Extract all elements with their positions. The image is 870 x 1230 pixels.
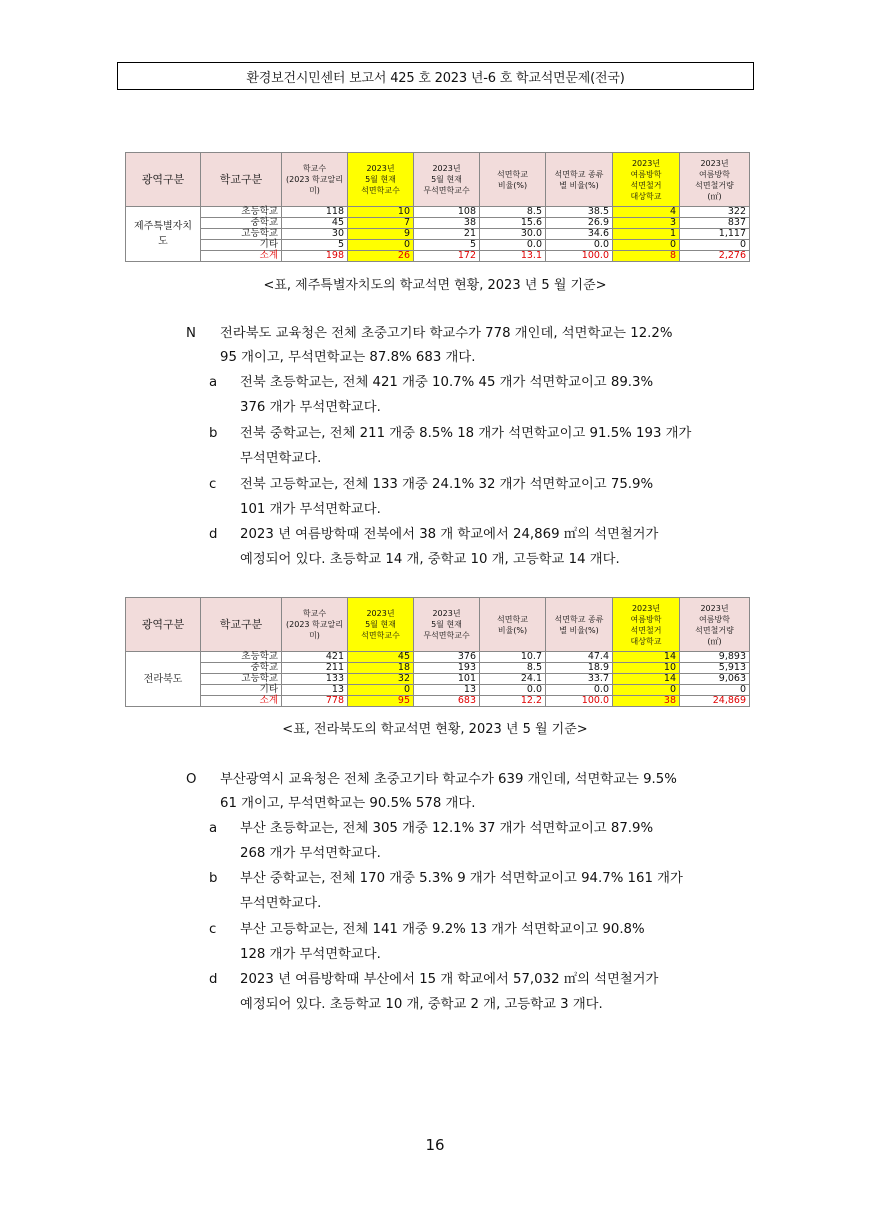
value-cell: 24,869 xyxy=(680,696,750,707)
report-header: 환경보건시민센터 보고서 425 호 2023 년-6 호 학교석면문제(전국) xyxy=(117,62,754,90)
school-type-cell: 중학교 xyxy=(201,218,282,229)
value-cell: 8 xyxy=(613,251,680,262)
value-cell: 34.6 xyxy=(546,229,613,240)
value-cell: 13 xyxy=(282,685,348,696)
value-cell: 14 xyxy=(613,652,680,663)
value-cell: 0.0 xyxy=(546,685,613,696)
school-type-cell: 고등학교 xyxy=(201,229,282,240)
value-cell: 18.9 xyxy=(546,663,613,674)
value-cell: 376 xyxy=(414,652,480,663)
paragraph-line: 전북 초등학교는, 전체 421 개중 10.7% 45 개가 석면학교이고 89.3% xyxy=(240,375,654,390)
header-removal-schools: 2023년 여름방학 석면철거 대상학교 xyxy=(613,153,680,207)
value-cell: 778 xyxy=(282,696,348,707)
paragraph-line: 2023 년 여름방학때 전북에서 38 개 학교에서 24,869 ㎡의 석면철거가 xyxy=(240,527,659,542)
section-marker: O xyxy=(186,772,197,787)
header-asbestos-schools: 2023년 5월 현재 석면학교수 xyxy=(348,153,414,207)
section-o xyxy=(186,768,766,816)
value-cell: 0 xyxy=(613,240,680,251)
header-removal-amount: 2023년 여름방학 석면철거량 (㎡) xyxy=(680,153,750,207)
table-row xyxy=(126,663,750,674)
list-marker: a xyxy=(209,821,218,836)
list-item xyxy=(209,918,769,966)
value-cell: 421 xyxy=(282,652,348,663)
value-cell: 32 xyxy=(348,674,414,685)
school-type-cell: 기타 xyxy=(201,240,282,251)
list-marker: b xyxy=(209,871,218,886)
paragraph-line: 예정되어 있다. 초등학교 14 개, 중학교 10 개, 고등학교 14 개다. xyxy=(240,552,620,567)
paragraph-line: 전북 고등학교는, 전체 133 개중 24.1% 32 개가 석면학교이고 75.9% xyxy=(240,477,654,492)
value-cell: 683 xyxy=(414,696,480,707)
value-cell: 10 xyxy=(348,207,414,218)
table-row xyxy=(126,652,750,663)
value-cell: 0 xyxy=(348,240,414,251)
list-marker: c xyxy=(209,922,217,937)
value-cell: 12.2 xyxy=(480,696,546,707)
school-type-cell: 소계 xyxy=(201,696,282,707)
value-cell: 0 xyxy=(680,240,750,251)
list-marker: d xyxy=(209,972,218,987)
header-school-count: 학교수 (2023 학교알리 미) xyxy=(282,153,348,207)
value-cell: 13.1 xyxy=(480,251,546,262)
value-cell: 4 xyxy=(613,207,680,218)
school-type-cell: 고등학교 xyxy=(201,674,282,685)
school-type-cell: 소계 xyxy=(201,251,282,262)
value-cell: 30.0 xyxy=(480,229,546,240)
value-cell: 26 xyxy=(348,251,414,262)
value-cell: 9,893 xyxy=(680,652,750,663)
value-cell: 38 xyxy=(414,218,480,229)
value-cell: 100.0 xyxy=(546,251,613,262)
table-row xyxy=(126,229,750,240)
value-cell: 15.6 xyxy=(480,218,546,229)
value-cell: 24.1 xyxy=(480,674,546,685)
value-cell: 45 xyxy=(282,218,348,229)
header-region: 광역구분 xyxy=(126,153,201,207)
header-school-type: 학교구분 xyxy=(201,153,282,207)
value-cell: 9 xyxy=(348,229,414,240)
paragraph-line: 부산 초등학교는, 전체 305 개중 12.1% 37 개가 석면학교이고 87.9% xyxy=(240,821,654,836)
value-cell: 837 xyxy=(680,218,750,229)
list-item xyxy=(209,371,769,419)
list-item xyxy=(209,523,769,571)
paragraph-line: 101 개가 무석면학교다. xyxy=(240,502,381,517)
value-cell: 47.4 xyxy=(546,652,613,663)
value-cell: 193 xyxy=(414,663,480,674)
value-cell: 0 xyxy=(680,685,750,696)
value-cell: 0.0 xyxy=(480,240,546,251)
list-item xyxy=(209,817,769,865)
value-cell: 3 xyxy=(613,218,680,229)
paragraph-line: 부산 고등학교는, 전체 141 개중 9.2% 13 개가 석면학교이고 90.8% xyxy=(240,922,645,937)
paragraph-line: 61 개이고, 무석면학교는 90.5% 578 개다. xyxy=(220,796,476,811)
list-marker: a xyxy=(209,375,218,390)
paragraph-line: 무석면학교다. xyxy=(240,451,322,466)
header-region: 광역구분 xyxy=(126,598,201,652)
table-row xyxy=(126,218,750,229)
header-asbestos-ratio: 석면학교 비율(%) xyxy=(480,598,546,652)
list-item xyxy=(209,422,769,470)
school-type-cell: 기타 xyxy=(201,685,282,696)
value-cell: 322 xyxy=(680,207,750,218)
header-non-asbestos-schools: 2023년 5월 현재 무석면학교수 xyxy=(414,598,480,652)
header-removal-schools: 2023년 여름방학 석면철거 대상학교 xyxy=(613,598,680,652)
value-cell: 14 xyxy=(613,674,680,685)
paragraph-line: 전라북도 교육청은 전체 초중고기타 학교수가 778 개인데, 석면학교는 12.2% xyxy=(220,326,673,341)
paragraph-line: 376 개가 무석면학교다. xyxy=(240,400,381,415)
list-marker: c xyxy=(209,477,217,492)
value-cell: 9,063 xyxy=(680,674,750,685)
value-cell: 30 xyxy=(282,229,348,240)
value-cell: 172 xyxy=(414,251,480,262)
paragraph-line: 128 개가 무석면학교다. xyxy=(240,947,381,962)
region-cell: 전라북도 xyxy=(126,652,201,707)
value-cell: 18 xyxy=(348,663,414,674)
table-row xyxy=(126,207,750,218)
jeju-table xyxy=(125,152,750,262)
header-school-type: 학교구분 xyxy=(201,598,282,652)
value-cell: 100.0 xyxy=(546,696,613,707)
value-cell: 95 xyxy=(348,696,414,707)
header-asbestos-ratio: 석면학교 비율(%) xyxy=(480,153,546,207)
value-cell: 45 xyxy=(348,652,414,663)
list-marker: b xyxy=(209,426,218,441)
value-cell: 211 xyxy=(282,663,348,674)
value-cell: 7 xyxy=(348,218,414,229)
value-cell: 108 xyxy=(414,207,480,218)
value-cell: 5 xyxy=(414,240,480,251)
value-cell: 1 xyxy=(613,229,680,240)
paragraph-line: 무석면학교다. xyxy=(240,896,322,911)
header-removal-amount: 2023년 여름방학 석면철거량 (㎡) xyxy=(680,598,750,652)
paragraph-line: 전북 중학교는, 전체 211 개중 8.5% 18 개가 석면학교이고 91.5% 193 개가 xyxy=(240,426,692,441)
value-cell: 26.9 xyxy=(546,218,613,229)
value-cell: 2,276 xyxy=(680,251,750,262)
school-type-cell: 초등학교 xyxy=(201,207,282,218)
list-marker: d xyxy=(209,527,218,542)
value-cell: 13 xyxy=(414,685,480,696)
value-cell: 21 xyxy=(414,229,480,240)
value-cell: 1,117 xyxy=(680,229,750,240)
value-cell: 118 xyxy=(282,207,348,218)
value-cell: 8.5 xyxy=(480,663,546,674)
header-asbestos-schools: 2023년 5월 현재 석면학교수 xyxy=(348,598,414,652)
table-row xyxy=(126,674,750,685)
list-item xyxy=(209,473,769,521)
paragraph-line: 예정되어 있다. 초등학교 10 개, 중학교 2 개, 고등학교 3 개다. xyxy=(240,997,603,1012)
jeonbuk-table-caption: <표, 전라북도의 학교석면 현황, 2023 년 5 월 기준> xyxy=(282,722,588,737)
header-non-asbestos-schools: 2023년 5월 현재 무석면학교수 xyxy=(414,153,480,207)
value-cell: 8.5 xyxy=(480,207,546,218)
jeju-table-caption: <표, 제주특별자치도의 학교석면 현황, 2023 년 5 월 기준> xyxy=(263,278,607,293)
paragraph-line: 268 개가 무석면학교다. xyxy=(240,846,381,861)
value-cell: 133 xyxy=(282,674,348,685)
value-cell: 101 xyxy=(414,674,480,685)
jeonbuk-table xyxy=(125,597,750,707)
table-row xyxy=(126,240,750,251)
value-cell: 198 xyxy=(282,251,348,262)
list-item xyxy=(209,968,769,1016)
value-cell: 5,913 xyxy=(680,663,750,674)
header-type-ratio: 석면학교 종류 별 비율(%) xyxy=(546,598,613,652)
list-item xyxy=(209,867,769,915)
school-type-cell: 초등학교 xyxy=(201,652,282,663)
section-marker: N xyxy=(186,326,196,341)
school-type-cell: 중학교 xyxy=(201,663,282,674)
value-cell: 10 xyxy=(613,663,680,674)
paragraph-line: 부산 중학교는, 전체 170 개중 5.3% 9 개가 석면학교이고 94.7% 161 개가 xyxy=(240,871,683,886)
value-cell: 10.7 xyxy=(480,652,546,663)
value-cell: 0 xyxy=(613,685,680,696)
paragraph-line: 95 개이고, 무석면학교는 87.8% 683 개다. xyxy=(220,350,476,365)
value-cell: 33.7 xyxy=(546,674,613,685)
header-type-ratio: 석면학교 종류 별 비율(%) xyxy=(546,153,613,207)
paragraph-line: 부산광역시 교육청은 전체 초중고기타 학교수가 639 개인데, 석면학교는 9.5% xyxy=(220,772,677,787)
region-cell: 제주특별자치 도 xyxy=(126,207,201,262)
value-cell: 0.0 xyxy=(546,240,613,251)
subtotal-row xyxy=(126,696,750,707)
value-cell: 38.5 xyxy=(546,207,613,218)
table-row xyxy=(126,685,750,696)
paragraph-line: 2023 년 여름방학때 부산에서 15 개 학교에서 57,032 ㎡의 석면철거가 xyxy=(240,972,659,987)
section-n xyxy=(186,322,766,370)
header-school-count: 학교수 (2023 학교알리 미) xyxy=(282,598,348,652)
value-cell: 0.0 xyxy=(480,685,546,696)
value-cell: 38 xyxy=(613,696,680,707)
subtotal-row xyxy=(126,251,750,262)
page-number: 16 xyxy=(425,1136,445,1154)
value-cell: 5 xyxy=(282,240,348,251)
value-cell: 0 xyxy=(348,685,414,696)
